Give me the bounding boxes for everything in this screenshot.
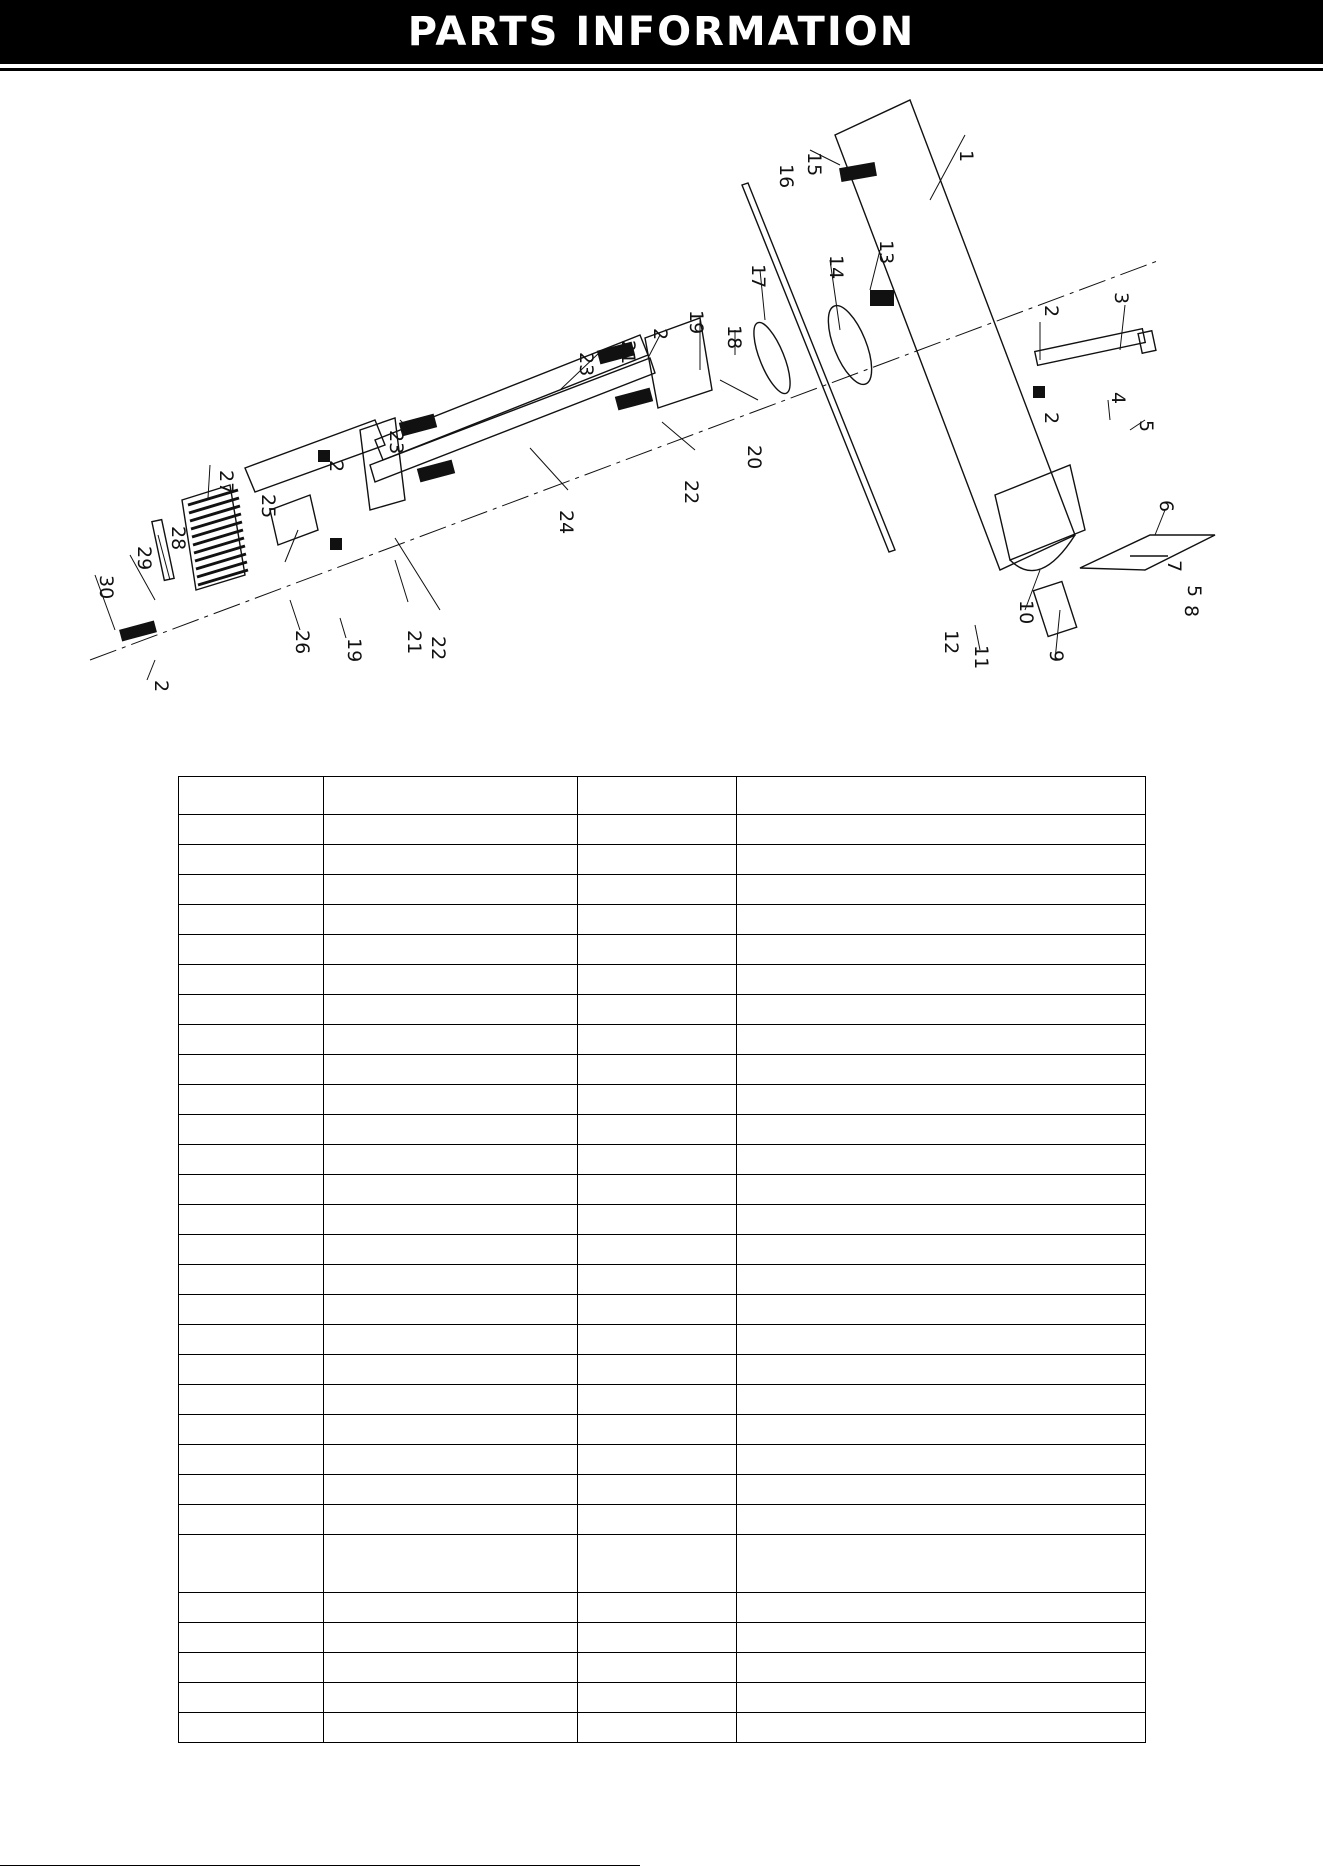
table-cell <box>737 1475 1146 1505</box>
table-row <box>179 1653 1146 1683</box>
table-cell <box>737 777 1146 815</box>
table-cell <box>578 1505 737 1535</box>
table-cell <box>737 1175 1146 1205</box>
table-cell <box>324 965 578 995</box>
callout-21a: 21 <box>617 340 639 365</box>
table-cell <box>578 815 737 845</box>
table-cell <box>737 845 1146 875</box>
table-cell <box>737 1265 1146 1295</box>
table-cell <box>179 1535 324 1593</box>
table-cell <box>179 935 324 965</box>
parts-table <box>178 776 1146 1743</box>
callout-7: 7 <box>1163 560 1185 573</box>
table-cell <box>578 1295 737 1325</box>
callout-16: 16 <box>775 164 797 189</box>
table-cell <box>179 1653 324 1683</box>
table-cell <box>578 1713 737 1743</box>
table-cell <box>578 1235 737 1265</box>
table-cell <box>324 1593 578 1623</box>
callout-22b: 22 <box>427 636 449 661</box>
table-cell <box>179 845 324 875</box>
table-cell <box>324 777 578 815</box>
callout-14: 14 <box>825 255 847 280</box>
callout-30: 30 <box>95 575 117 600</box>
table-cell <box>179 1055 324 1085</box>
table-cell <box>324 1235 578 1265</box>
table-row <box>179 1205 1146 1235</box>
exploded-parts-diagram <box>0 90 1323 720</box>
table-cell <box>737 1205 1146 1235</box>
table-row <box>179 905 1146 935</box>
table-cell <box>578 1535 737 1593</box>
callout-1: 1 <box>955 150 977 163</box>
table-cell <box>737 1025 1146 1055</box>
callout-20: 20 <box>743 445 765 470</box>
footer-rule <box>0 1865 640 1866</box>
table-cell <box>324 1355 578 1385</box>
callout-13: 13 <box>875 240 897 265</box>
callout-18: 18 <box>723 325 745 350</box>
callout-26: 26 <box>291 630 313 655</box>
table-cell <box>578 935 737 965</box>
table-cell <box>578 965 737 995</box>
table-cell <box>179 1623 324 1653</box>
table-cell <box>737 875 1146 905</box>
table-cell <box>179 995 324 1025</box>
table-row <box>179 1593 1146 1623</box>
table-cell <box>578 1355 737 1385</box>
table-cell <box>179 875 324 905</box>
table-row <box>179 777 1146 815</box>
callout-23a: 23 <box>575 352 597 377</box>
table-cell <box>737 1593 1146 1623</box>
table-cell <box>737 965 1146 995</box>
table-cell <box>578 1445 737 1475</box>
table-row <box>179 1385 1146 1415</box>
table-cell <box>324 1265 578 1295</box>
table-cell <box>578 1145 737 1175</box>
table-cell <box>324 875 578 905</box>
table-row <box>179 1445 1146 1475</box>
table-cell <box>324 1085 578 1115</box>
callout-11: 11 <box>970 645 992 670</box>
table-cell <box>179 965 324 995</box>
table-row <box>179 1085 1146 1115</box>
table-row <box>179 845 1146 875</box>
table-cell <box>179 777 324 815</box>
table-row <box>179 1025 1146 1055</box>
table-cell <box>324 1295 578 1325</box>
table-cell <box>179 905 324 935</box>
table-cell <box>737 1713 1146 1743</box>
table-cell <box>324 1055 578 1085</box>
table-cell <box>737 995 1146 1025</box>
table-row <box>179 875 1146 905</box>
table-cell <box>324 1653 578 1683</box>
table-cell <box>324 1175 578 1205</box>
table-row <box>179 1683 1146 1713</box>
table-cell <box>578 845 737 875</box>
callout-9: 9 <box>1045 650 1067 663</box>
table-row <box>179 1535 1146 1593</box>
page-title: PARTS INFORMATION <box>407 9 916 55</box>
table-cell <box>737 1085 1146 1115</box>
header-banner <box>0 0 1323 64</box>
table-cell <box>179 1265 324 1295</box>
callout-21b: 21 <box>403 630 425 655</box>
table-cell <box>324 1385 578 1415</box>
side-plate <box>1080 535 1215 573</box>
table-row <box>179 1115 1146 1145</box>
table-cell <box>578 1205 737 1235</box>
table-cell <box>737 1145 1146 1175</box>
callout-8: 8 <box>1180 605 1202 618</box>
table-cell <box>578 1415 737 1445</box>
table-cell <box>179 1475 324 1505</box>
callout-29: 29 <box>133 546 155 571</box>
table-cell <box>324 905 578 935</box>
callout-2c: 2 <box>325 460 347 473</box>
callout-15: 15 <box>803 152 825 177</box>
callout-27: 27 <box>215 470 237 495</box>
table-cell <box>324 1115 578 1145</box>
callout-2: 2 <box>1040 305 1062 318</box>
table-cell <box>578 1325 737 1355</box>
parts-table-body <box>179 777 1146 1743</box>
table-row <box>179 1355 1146 1385</box>
callout-3: 3 <box>1110 292 1132 305</box>
table-cell <box>737 1235 1146 1265</box>
callout-24: 24 <box>555 510 577 535</box>
table-cell <box>737 1115 1146 1145</box>
table-cell <box>179 1325 324 1355</box>
callout-2e: 2 <box>1040 412 1062 425</box>
table-cell <box>578 995 737 1025</box>
table-cell <box>578 1025 737 1055</box>
table-cell <box>578 777 737 815</box>
table-cell <box>737 1055 1146 1085</box>
table-row <box>179 1265 1146 1295</box>
table-row <box>179 1055 1146 1085</box>
table-cell <box>578 1385 737 1415</box>
table-cell <box>324 1505 578 1535</box>
table-cell <box>324 1205 578 1235</box>
callout-2d: 2 <box>150 680 172 693</box>
table-cell <box>324 1445 578 1475</box>
callout-5a: 5 <box>1135 420 1157 433</box>
callout-25: 25 <box>257 494 279 519</box>
table-cell <box>578 1055 737 1085</box>
table-row <box>179 995 1146 1025</box>
table-cell <box>578 1623 737 1653</box>
table-row <box>179 1713 1146 1743</box>
callout-2b: 2 <box>649 328 671 341</box>
table-cell <box>324 1623 578 1653</box>
table-cell <box>737 1535 1146 1593</box>
table-row <box>179 1175 1146 1205</box>
table-cell <box>324 845 578 875</box>
table-row <box>179 1415 1146 1445</box>
header-divider <box>0 68 1323 71</box>
table-cell <box>324 1325 578 1355</box>
table-cell <box>737 1653 1146 1683</box>
table-cell <box>179 1295 324 1325</box>
table-cell <box>324 815 578 845</box>
table-cell <box>737 1325 1146 1355</box>
callout-28: 28 <box>167 526 189 551</box>
callout-4: 4 <box>1107 392 1129 405</box>
callout-17: 17 <box>747 264 769 289</box>
callout-19a: 19 <box>685 310 707 335</box>
table-cell <box>737 815 1146 845</box>
table-row <box>179 1475 1146 1505</box>
table-row <box>179 1235 1146 1265</box>
table-cell <box>179 1713 324 1743</box>
table-cell <box>737 1445 1146 1475</box>
table-row <box>179 965 1146 995</box>
table-row <box>179 1295 1146 1325</box>
table-cell <box>324 995 578 1025</box>
table-cell <box>179 1355 324 1385</box>
table-cell <box>737 1683 1146 1713</box>
callout-6: 6 <box>1155 500 1177 513</box>
table-cell <box>578 905 737 935</box>
table-row <box>179 815 1146 845</box>
table-row <box>179 1325 1146 1355</box>
table-cell <box>324 1713 578 1743</box>
table-cell <box>179 1415 324 1445</box>
callout-23b: 23 <box>385 430 407 455</box>
table-cell <box>179 1505 324 1535</box>
table-cell <box>737 1355 1146 1385</box>
table-cell <box>179 1115 324 1145</box>
table-cell <box>737 1415 1146 1445</box>
table-cell <box>578 1475 737 1505</box>
table-cell <box>578 1175 737 1205</box>
table-row <box>179 1623 1146 1653</box>
table-cell <box>324 1535 578 1593</box>
table-cell <box>737 1505 1146 1535</box>
table-cell <box>324 1145 578 1175</box>
table-row <box>179 935 1146 965</box>
table-cell <box>179 1445 324 1475</box>
table-row <box>179 1145 1146 1175</box>
table-row <box>179 1505 1146 1535</box>
table-cell <box>179 1235 324 1265</box>
table-cell <box>324 1025 578 1055</box>
table-cell <box>578 1683 737 1713</box>
table-cell <box>324 935 578 965</box>
callout-22a: 22 <box>680 480 702 505</box>
table-cell <box>578 1265 737 1295</box>
table-cell <box>737 1385 1146 1415</box>
table-cell <box>737 1623 1146 1653</box>
table-cell <box>737 905 1146 935</box>
table-cell <box>324 1683 578 1713</box>
table-cell <box>578 1085 737 1115</box>
table-cell <box>179 1593 324 1623</box>
table-cell <box>324 1415 578 1445</box>
table-cell <box>324 1475 578 1505</box>
callout-12: 12 <box>940 630 962 655</box>
table-cell <box>737 935 1146 965</box>
table-cell <box>578 1653 737 1683</box>
table-cell <box>179 1205 324 1235</box>
table-cell <box>179 815 324 845</box>
table-cell <box>179 1145 324 1175</box>
table-cell <box>737 1295 1146 1325</box>
table-cell <box>179 1175 324 1205</box>
table-cell <box>179 1683 324 1713</box>
callout-10: 10 <box>1015 600 1037 625</box>
table-cell <box>179 1085 324 1115</box>
table-cell <box>179 1025 324 1055</box>
table-cell <box>578 1115 737 1145</box>
table-cell <box>578 1593 737 1623</box>
table-cell <box>578 875 737 905</box>
table-cell <box>179 1385 324 1415</box>
callout-5b: 5 <box>1183 585 1205 598</box>
callout-19b: 19 <box>343 638 365 663</box>
